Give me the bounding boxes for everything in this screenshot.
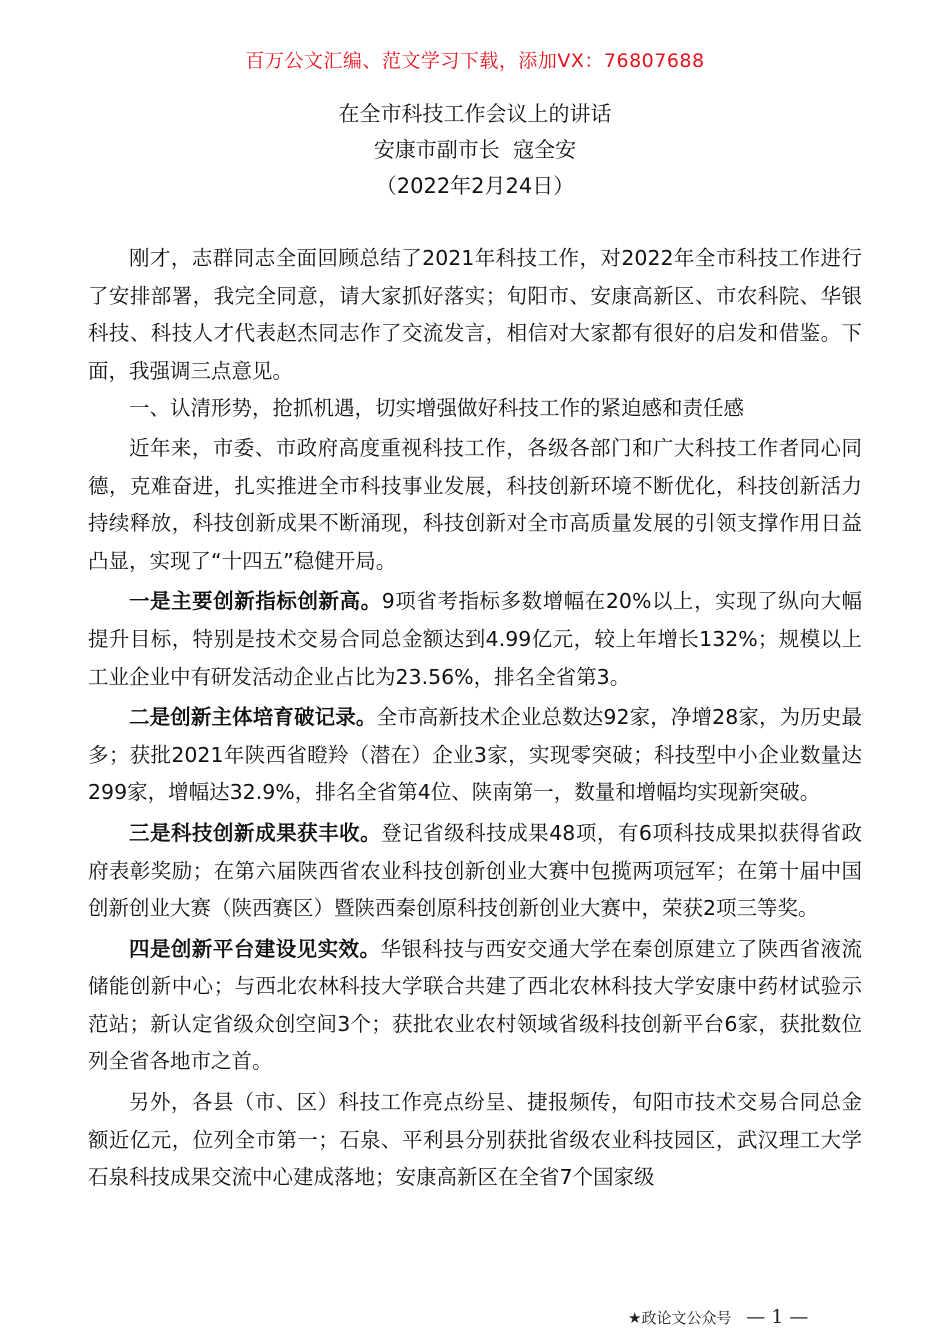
achievement-4-lead: 四是创新平台建设见实效。	[129, 936, 381, 961]
section-heading-1: 一、认清形势，抢抓机遇，切实增强做好科技工作的紧迫感和责任感	[129, 396, 744, 421]
footer-source: ★政论文公众号	[628, 1309, 732, 1327]
document-title: 在全市科技工作会议上的讲话	[338, 102, 612, 126]
achievement-1-lead: 一是主要创新指标创新高。	[129, 589, 382, 614]
download-banner: 百万公文汇编、范文学习下载，添加VX：76807688	[245, 50, 705, 72]
paragraph-achievement-4	[88, 931, 862, 1081]
document-body	[88, 240, 862, 1197]
paragraph-achievement-2	[88, 699, 862, 812]
page-number: — 1 —	[746, 1306, 809, 1328]
paragraph-achievement-1	[88, 583, 862, 696]
achievement-2-lead: 二是创新主体培育破记录。	[129, 705, 377, 730]
paragraph-achievement-3	[88, 815, 862, 928]
paragraph-intro: 刚才，志群同志全面回顾总结了2021年科技工作，对2022年全市科技工作进行了安排部署，我完全同意，请大家抓好落实；旬阳市、安康高新区、市农科院、华银科技、科技人才代表赵杰同志作了交流发言，相信对大家都有很好的启发和借鉴。下面，我强调三点意见。	[88, 246, 862, 383]
achievement-4-text: 华银科技与西安交通大学在秦创原建立了陕西省液流储能创新中心；与西北农林科技大学联合共建了西北农林科技大学安康中药材试验示范站；新认定省级众创空间3个；获批农业农村领域省级科技创新平台6家，获批数位列全省各地市之首。	[88, 936, 863, 1074]
achievement-3-text: 登记省级科技成果48项，有6项科技成果拟获得省政府表彰奖励；在第六届陕西省农业科技创新创业大赛中包揽两项冠军；在第十届中国创新创业大赛（陕西赛区）暨陕西秦创原科技创新创业大赛中，荣获2项三等奖。	[88, 820, 863, 921]
paragraph-county-highlights: 另外，各县（市、区）科技工作亮点纷呈、捷报频传，旬阳市技术交易合同总金额近亿元，位列全市第一；石泉、平利县分别获批省级农业科技园区，武汉理工大学石泉科技成果交流中心建成落地；安康高新区在全省7个国家级	[88, 1090, 862, 1190]
achievement-2-text: 全市高新技术企业总数达92家，净增28家，为历史最多；获批2021年陕西省瞪羚（潜在）企业3家，实现零突破；科技型中小企业数量达299家，增幅达32.9%，排名全省第4位、陕南第一，数量和增幅均实现新突破。	[88, 705, 863, 805]
page-footer	[628, 1306, 808, 1328]
achievement-1-text: 9项省考指标多数增幅在20%以上，实现了纵向大幅提升目标，特别是技术交易合同总金额达到4.99亿元，较上年增长132%；规模以上工业企业中有研发活动企业占比为23.56%，排名全省第3。	[88, 589, 862, 689]
achievement-3-lead: 三是科技创新成果获丰收。	[129, 820, 382, 845]
speech-date: （2022年2月24日）	[375, 174, 575, 198]
paragraph-overview: 近年来，市委、市政府高度重视科技工作，各级各部门和广大科技工作者同心同德，克难奋进，扎实推进全市科技事业发展，科技创新环境不断优化，科技创新活力持续释放，科技创新成果不断涌现，科技创新对全市高质量发展的引领支撑作用日益凸显，实现了“十四五”稳健开局。	[88, 435, 862, 573]
document-header	[0, 96, 950, 204]
speaker-line: 安康市副市长 寇全安	[373, 138, 577, 162]
